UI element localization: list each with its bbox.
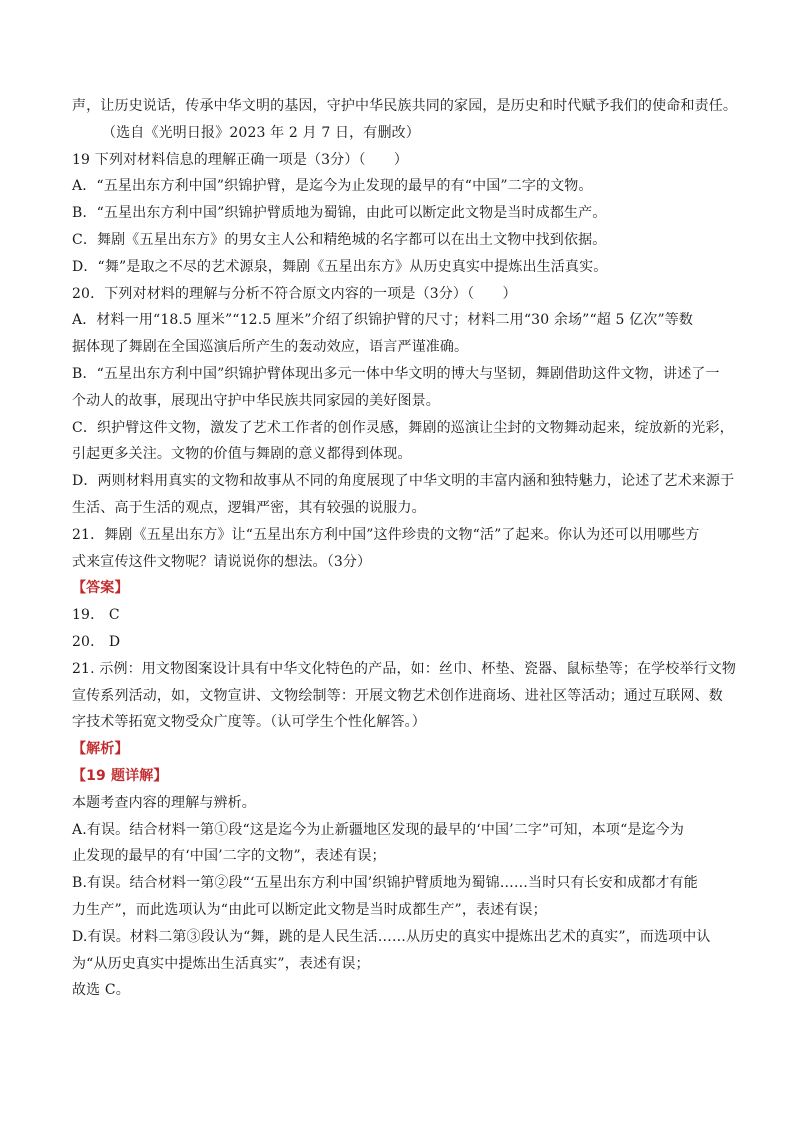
analysis-heading: 【解析】 [72,741,129,758]
q20-option-line: A．材料一用“18.5 厘米”“12.5 厘米”介绍了织锦护臂的尺寸；材料二用“30 余场”“超 5 亿次”等数 [72,312,694,329]
answer-21-line: 字技术等拓宽文物受众广度等。（认可学生个性化解答。） [72,714,426,731]
answer-19: 19． C [72,607,120,624]
q21-stem-line: 式来宣传这件文物呢？请说说你的想法。（3分） [72,553,372,570]
source-citation: （选自《光明日报》2023 年 2 月 7 日，有删改） [102,124,420,141]
q19-option-c: C．舞剧《五星出东方》的男女主人公和精绝城的名字都可以在出土文物中找到依据。 [72,231,607,248]
analysis-line: 为“从历史真实中提炼出生活真实”，表述有误； [72,955,370,972]
q19-detail-heading: 【19 题详解】 [72,767,168,784]
q20-option-line: C．织护臂这件文物，激发了艺术工作者的创作灵感，舞剧的巡演让尘封的文物舞动起来，绽放新的光彩， [72,419,734,436]
q19-stem: 19 下列对材料信息的理解正确一项是（3分）（ ） [72,151,409,168]
answer-20: 20． D [72,633,121,650]
analysis-line: 力生产”，而此选项认为“由此可以断定此文物是当时成都生产”，表述有误； [72,901,547,918]
answer-21-line: 宣传系列活动，如，文物宣讲、文物绘制等：开展文物艺术创作进商场、进社区等活动；通过互联网、数 [72,687,723,704]
analysis-line: A.有误。结合材料一第①段“这是迄今为止新疆地区发现的最早的‘中国’二字”可知，本项“是迄今为 [72,821,684,838]
q19-option-d: D．“舞”是取之不尽的艺术源泉，舞剧《五星出东方》从历史真实中提炼出生活真实。 [72,258,608,275]
answer-21-line: 21. 示例：用文物图案设计具有中华文化特色的产品，如：丝巾、杯垫、瓷器、鼠标垫等；在学校举行文物 [72,660,737,677]
q19-option-a: A．“五星出东方利中国”织锦护臂，是迄今为止发现的最早的有“中国”二字的文物。 [72,178,593,195]
analysis-line: 故选 C。 [72,982,130,999]
document-page [72,93,738,1004]
analysis-line: 本题考查内容的理解与辨析。 [72,794,256,811]
analysis-line: D.有误。材料二第③段认为“舞，跳的是人民生活……从历史的真实中提炼出艺术的真实”，而选项中认 [72,928,711,945]
q20-option-line: 生活、高于生活的观点，逻辑严密，其有较强的说服力。 [72,499,426,516]
q20-stem: 20．下列对材料的理解与分析不符合原文内容的一项是（3分）（ ） [72,285,517,302]
material-tail: 声，让历史说话，传承中华文明的基因，守护中华民族共同的家园，是历史和时代赋予我们的使命和责任。 [72,98,738,114]
q20-option-line: B．“五星出东方利中国”织锦护臂体现出多元一体中华文明的博大与坚韧，舞剧借助这件文物，讲述了一 [72,365,720,382]
q21-stem-line: 21．舞剧《五星出东方》让“五星出东方利中国”这件珍贵的文物“活”了起来。你认为还可以用哪些方 [72,526,700,543]
q20-option-line: 据体现了舞剧在全国巡演后所产生的轰动效应，语言严谨准确。 [72,339,469,356]
q20-option-line: D．两则材料用真实的文物和故事从不同的角度展现了中华文明的丰富内涵和独特魅力，论述了艺术来源于 [72,473,735,490]
analysis-line: 止发现的最早的有‘中国’二字的文物”，表述有误； [72,848,386,865]
answer-heading: 【答案】 [72,580,129,597]
analysis-line: B.有误。结合材料一第②段“‘五星出东方利中国’织锦护臂质地为蜀锦……当时只有长安和成都才有能 [72,875,698,892]
q19-option-b: B．“五星出东方利中国”织锦护臂质地为蜀锦，由此可以断定此文物是当时成都生产。 [72,205,607,222]
q20-option-line: 引起更多关注。文物的价值与舞剧的意义都得到体现。 [72,446,412,463]
q20-option-line: 个动人的故事，展现出守护中华民族共同家园的美好图景。 [72,392,440,409]
